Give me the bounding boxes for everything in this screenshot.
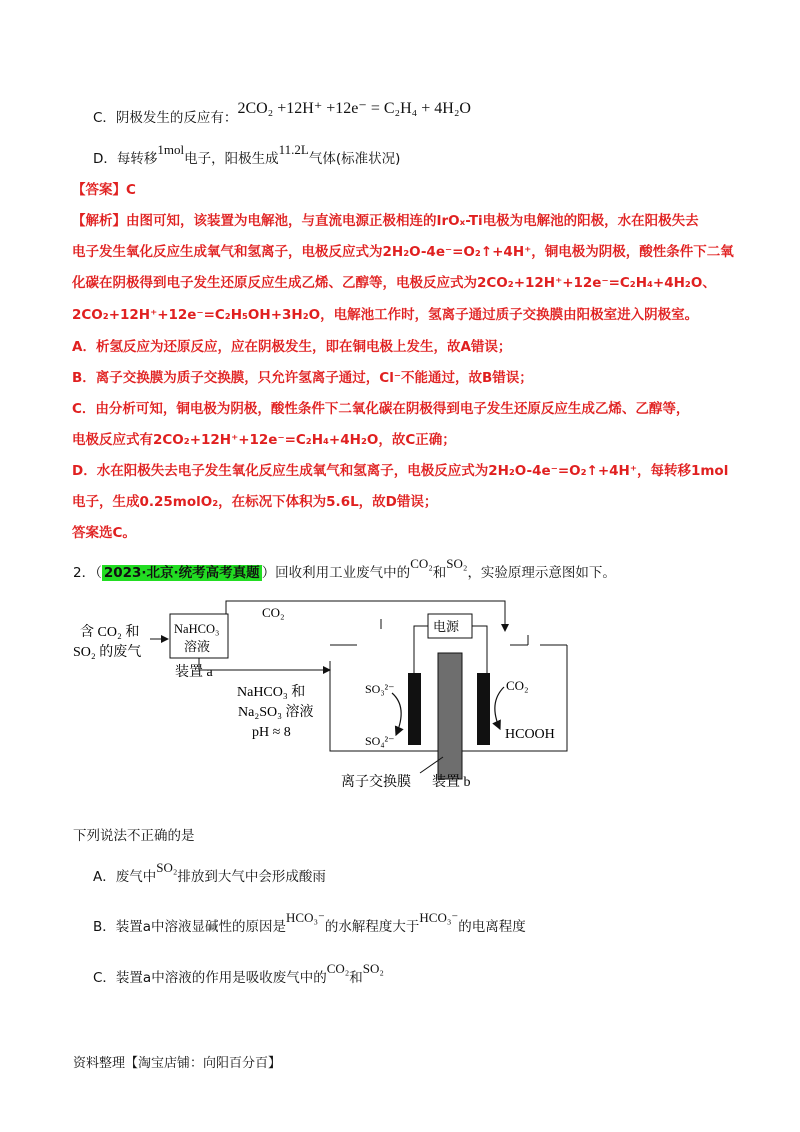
solution-label-1: NaHCO₃ 和 <box>237 685 306 700</box>
device-a-solution-2: 溶液 <box>184 639 211 654</box>
question-number: 2．（ <box>73 565 102 581</box>
ion-exchange-membrane <box>438 653 462 779</box>
footer-credit: 资料整理【淘宝店铺：向阳百分百】 <box>73 1056 282 1071</box>
gas-inlet-label-2: SO₂ 的废气 <box>73 645 142 660</box>
option-c-formula1: CO₂ <box>326 961 350 976</box>
analysis-line-7: C．由分析可知，铜电极为阴极，酸性条件下二氧化碳在阴极得到电子发生还原反应生成乙烯、乙醇等， <box>72 401 690 417</box>
option-d-text2: 电子，阳极生成 <box>184 151 279 167</box>
option-a-text1: A．废气中 <box>93 869 157 885</box>
analysis-line-3: 化碳在阴极得到电子发生还原反应生成乙烯、乙醇等，电极反应式为2CO₂+12H⁺+12e⁻=C₂H₄+4H₂O、 <box>72 275 716 291</box>
option-b <box>93 910 526 937</box>
analysis-line-4: 2CO₂+12H⁺+12e⁻=C₂H₅OH+3H₂O，电解池工作时，氢离子通过质子交换膜由阳极室进入阴极室。 <box>72 307 699 323</box>
co2-reduction-arrow <box>495 687 504 729</box>
question-text3: ，实验原理示意图如下。 <box>467 565 616 581</box>
option-d-formula2: 11.2L <box>278 142 309 157</box>
option-b-text2: 的水解程度大于 <box>324 919 420 935</box>
analysis-line-1: 【解析】由图可知，该装置为电解池，与直流电源正极相连的IrOₓ-Ti电极为电解池的阳极，水在阳极失去 <box>72 213 699 229</box>
analysis-line-9: D．水在阳极失去电子发生氧化反应生成氧气和氢离子，电极反应式为2H₂O-4e⁻=O₂↑+4H⁺，每转移1mol <box>72 463 729 479</box>
option-b-formula2: HCO₃⁻ <box>419 910 459 925</box>
device-b-label: 装置 b <box>432 775 471 790</box>
solution-label-3: pH ≈ 8 <box>252 725 291 740</box>
option-b-text1: B．装置a中溶液显碱性的原因是 <box>93 919 287 935</box>
solution-pipe <box>199 658 330 670</box>
power-supply-label: 电源 <box>433 619 460 634</box>
solution-label-2: Na₂SO₃ 溶液 <box>238 705 314 720</box>
source-badge: 2023·北京·统考高考真题 <box>103 565 260 581</box>
sulfite-oxidation-arrow <box>392 693 401 735</box>
apparatus-diagram <box>0 595 800 815</box>
analysis-line-8: 电极反应式有2CO₂+12H⁺+12e⁻=C₂H₄+4H₂O，故C正确； <box>72 432 456 448</box>
device-a-label: 装置 a <box>175 665 213 680</box>
option-b-formula1: HCO₃⁻ <box>286 910 325 925</box>
option-c <box>93 961 384 988</box>
anode-electrode <box>408 673 421 745</box>
option-a-formula: SO₂ <box>156 860 178 875</box>
question-prompt: 下列说法不正确的是 <box>73 828 195 844</box>
analysis-line-6: B．离子交换膜为质子交换膜，只允许氢离子通过，Cl⁻不能通过，故B错误； <box>72 370 533 386</box>
analysis-line-2: 电子发生氧化反应生成氧气和氢离子，电极反应式为2H₂O-4e⁻=O₂↑+4H⁺，铜电极为阴极，酸性条件下二氧 <box>72 244 734 260</box>
cathode-electrode <box>477 673 490 745</box>
option-d-text3: 气体(标准状况) <box>308 151 401 167</box>
sulfate-label: SO₄²⁻ <box>365 734 395 748</box>
question-formula1: CO₂ <box>410 556 433 571</box>
option-c-label: C．阴极发生的反应有： <box>93 110 238 126</box>
analysis-line-5: A．析氢反应为还原反应，应在阴极发生，即在铜电极上发生，故A错误； <box>72 339 512 355</box>
device-a-solution-1: NaHCO₃ <box>174 622 220 636</box>
sulfite-label: SO₃²⁻ <box>365 682 395 696</box>
analysis-line-10: 电子，生成0.25molO₂，在标况下体积为5.6L，故D错误； <box>72 494 438 510</box>
option-c-text1: C．装置a中溶液的作用是吸收废气中的 <box>93 970 327 986</box>
wire-right <box>472 626 487 675</box>
question-2-stem <box>73 556 616 583</box>
option-a-text2: 排放到大气中会形成酸雨 <box>177 869 326 885</box>
option-d-top <box>93 142 401 169</box>
option-c-top <box>93 100 471 128</box>
option-c-formula2: SO₂ <box>362 961 384 976</box>
co2-top-label: CO₂ <box>262 605 285 620</box>
answer-line: 【答案】C <box>72 182 136 198</box>
membrane-label: 离子交换膜 <box>341 775 411 790</box>
question-text2: 和 <box>432 565 447 581</box>
question-text1: ）回收利用工业废气中的 <box>261 565 411 581</box>
co2-cathode-label: CO₂ <box>506 678 529 693</box>
option-c-text2: 和 <box>349 970 363 986</box>
question-formula2: SO₂ <box>446 556 468 571</box>
option-c-formula: 2CO₂ +12H⁺ +12e⁻ = C₂H₄ + 4H₂O <box>237 100 471 117</box>
gas-inlet-label-1: 含 CO₂ 和 <box>80 625 140 640</box>
option-b-text3: 的电离程度 <box>458 919 526 935</box>
analysis-line-11: 答案选C。 <box>72 525 136 541</box>
wire-left <box>414 626 428 675</box>
option-a <box>93 860 326 887</box>
option-d-formula1: 1mol <box>157 142 185 157</box>
formic-acid-label: HCOOH <box>505 727 555 742</box>
option-d-text1: D．每转移 <box>93 151 158 167</box>
